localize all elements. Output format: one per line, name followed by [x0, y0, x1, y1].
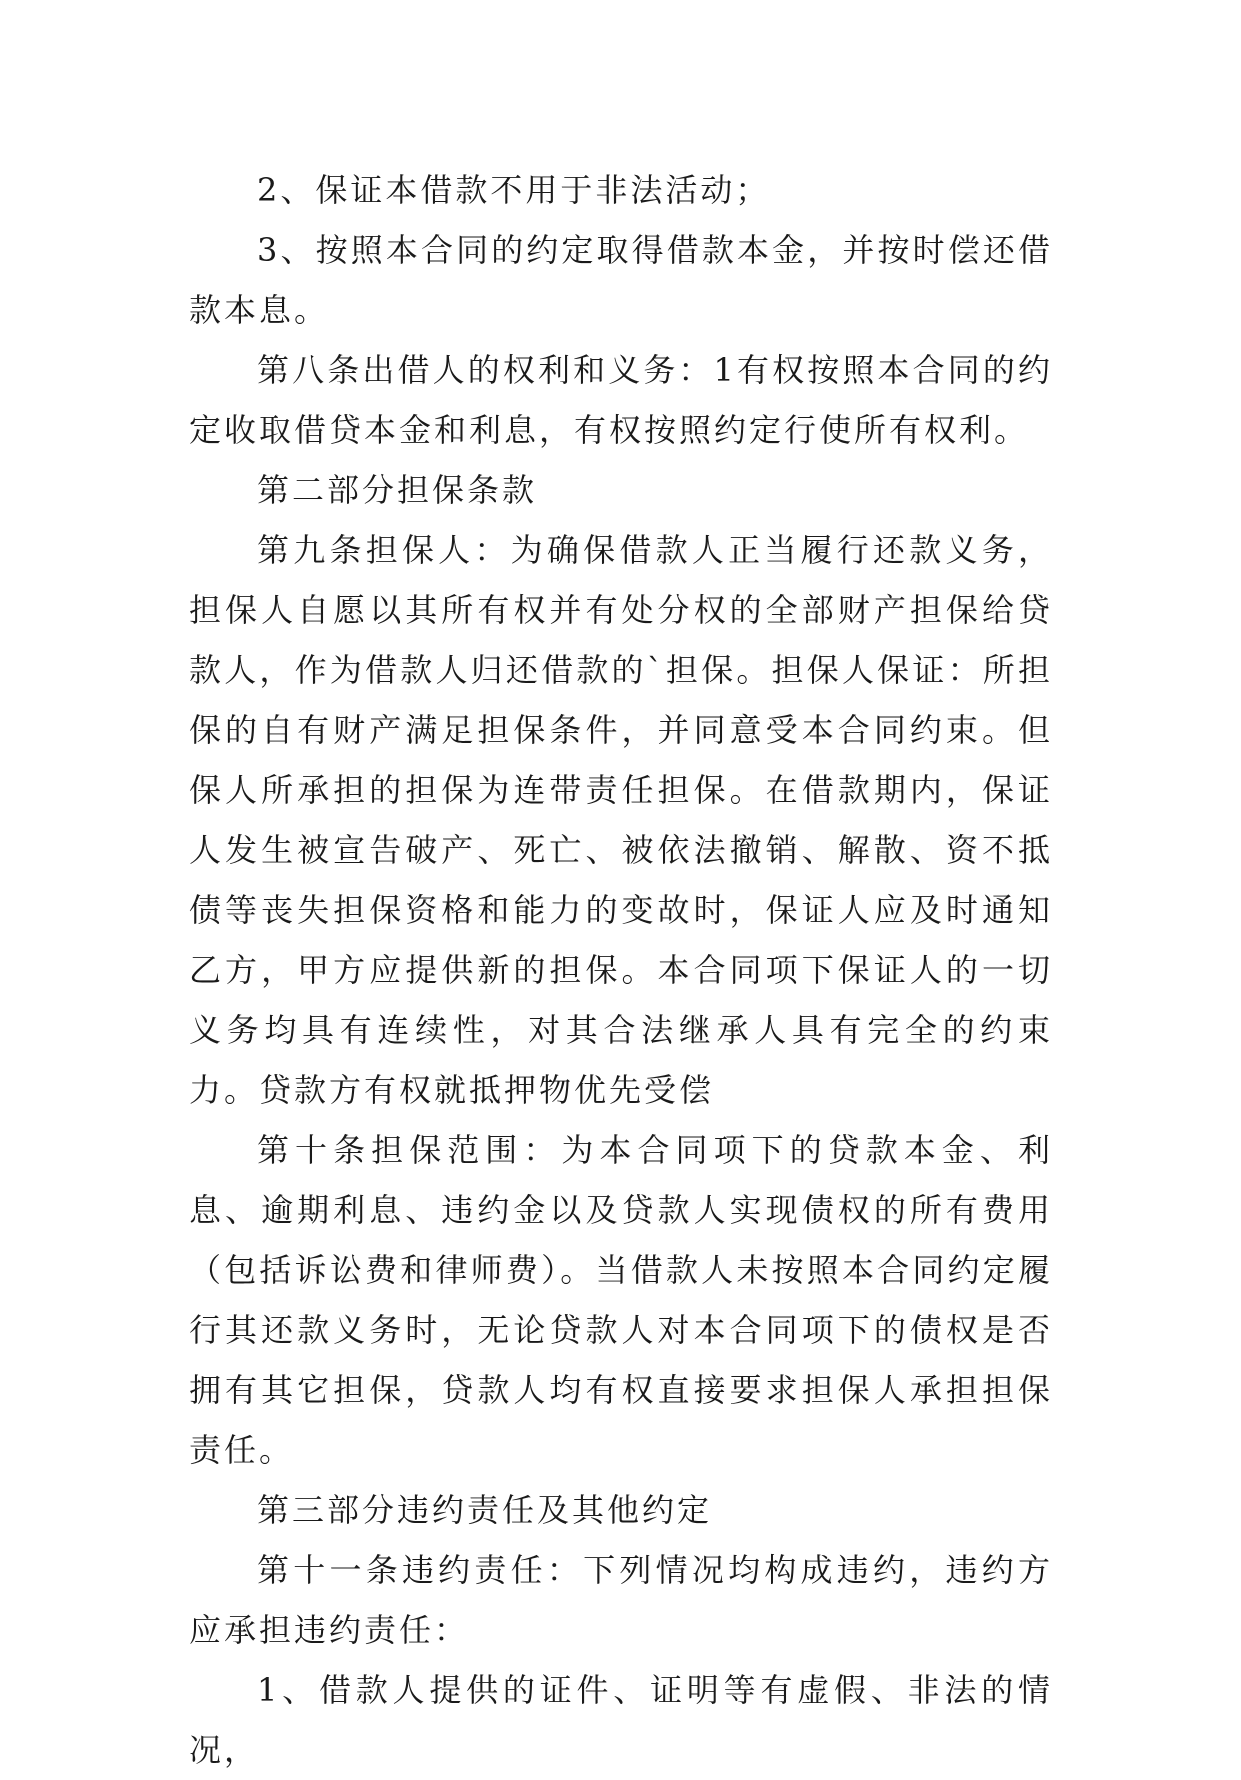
paragraph-item-3: 3、按照本合同的约定取得借款本金，并按时偿还借款本息。 — [189, 231, 1053, 329]
section-heading-part-3: 第三部分违约责任及其他约定 — [257, 1491, 713, 1529]
paragraph-article-8: 第八条出借人的权利和义务：1有权按照本合同的约定收取借贷本金和利息，有权按照约定行使所有权利。 — [189, 351, 1053, 449]
paragraph-item-1: 1、借款人提供的证件、证明等有虚假、非法的情况， — [189, 1671, 1053, 1769]
paragraph-item-2: 2、保证本借款不用于非法活动； — [257, 171, 771, 209]
paragraph-article-10: 第十条担保范围：为本合同项下的贷款本金、利息、逾期利息、违约金以及贷款人实现债权的所有费用（包括诉讼费和律师费）。当借款人未按照本合同约定履行其还款义务时，无论贷款人对本合同项下的债权是否拥有其它担保，贷款人均有权直接要求担保人承担担保责任。 — [189, 1131, 1053, 1469]
document-page — [189, 160, 1053, 1780]
section-heading-part-2: 第二部分担保条款 — [257, 471, 538, 509]
paragraph-article-9: 第九条担保人：为确保借款人正当履行还款义务，担保人自愿以其所有权并有处分权的全部财产担保给贷款人，作为借款人归还借款的`担保。担保人保证：所担保的自有财产满足担保条件，并同意受本合同约束。但保人所承担的担保为连带责任担保。在借款期内，保证人发生被宣告破产、死亡、被依法撤销、解散、资不抵债等丧失担保资格和能力的变故时，保证人应及时通知乙方，甲方应提供新的担保。本合同项下保证人的一切义务均具有连续性，对其合法继承人具有完全的约束力。贷款方有权就抵押物优先受偿 — [189, 531, 1053, 1109]
paragraph-article-11: 第十一条违约责任：下列情况均构成违约，违约方应承担违约责任： — [189, 1551, 1053, 1649]
